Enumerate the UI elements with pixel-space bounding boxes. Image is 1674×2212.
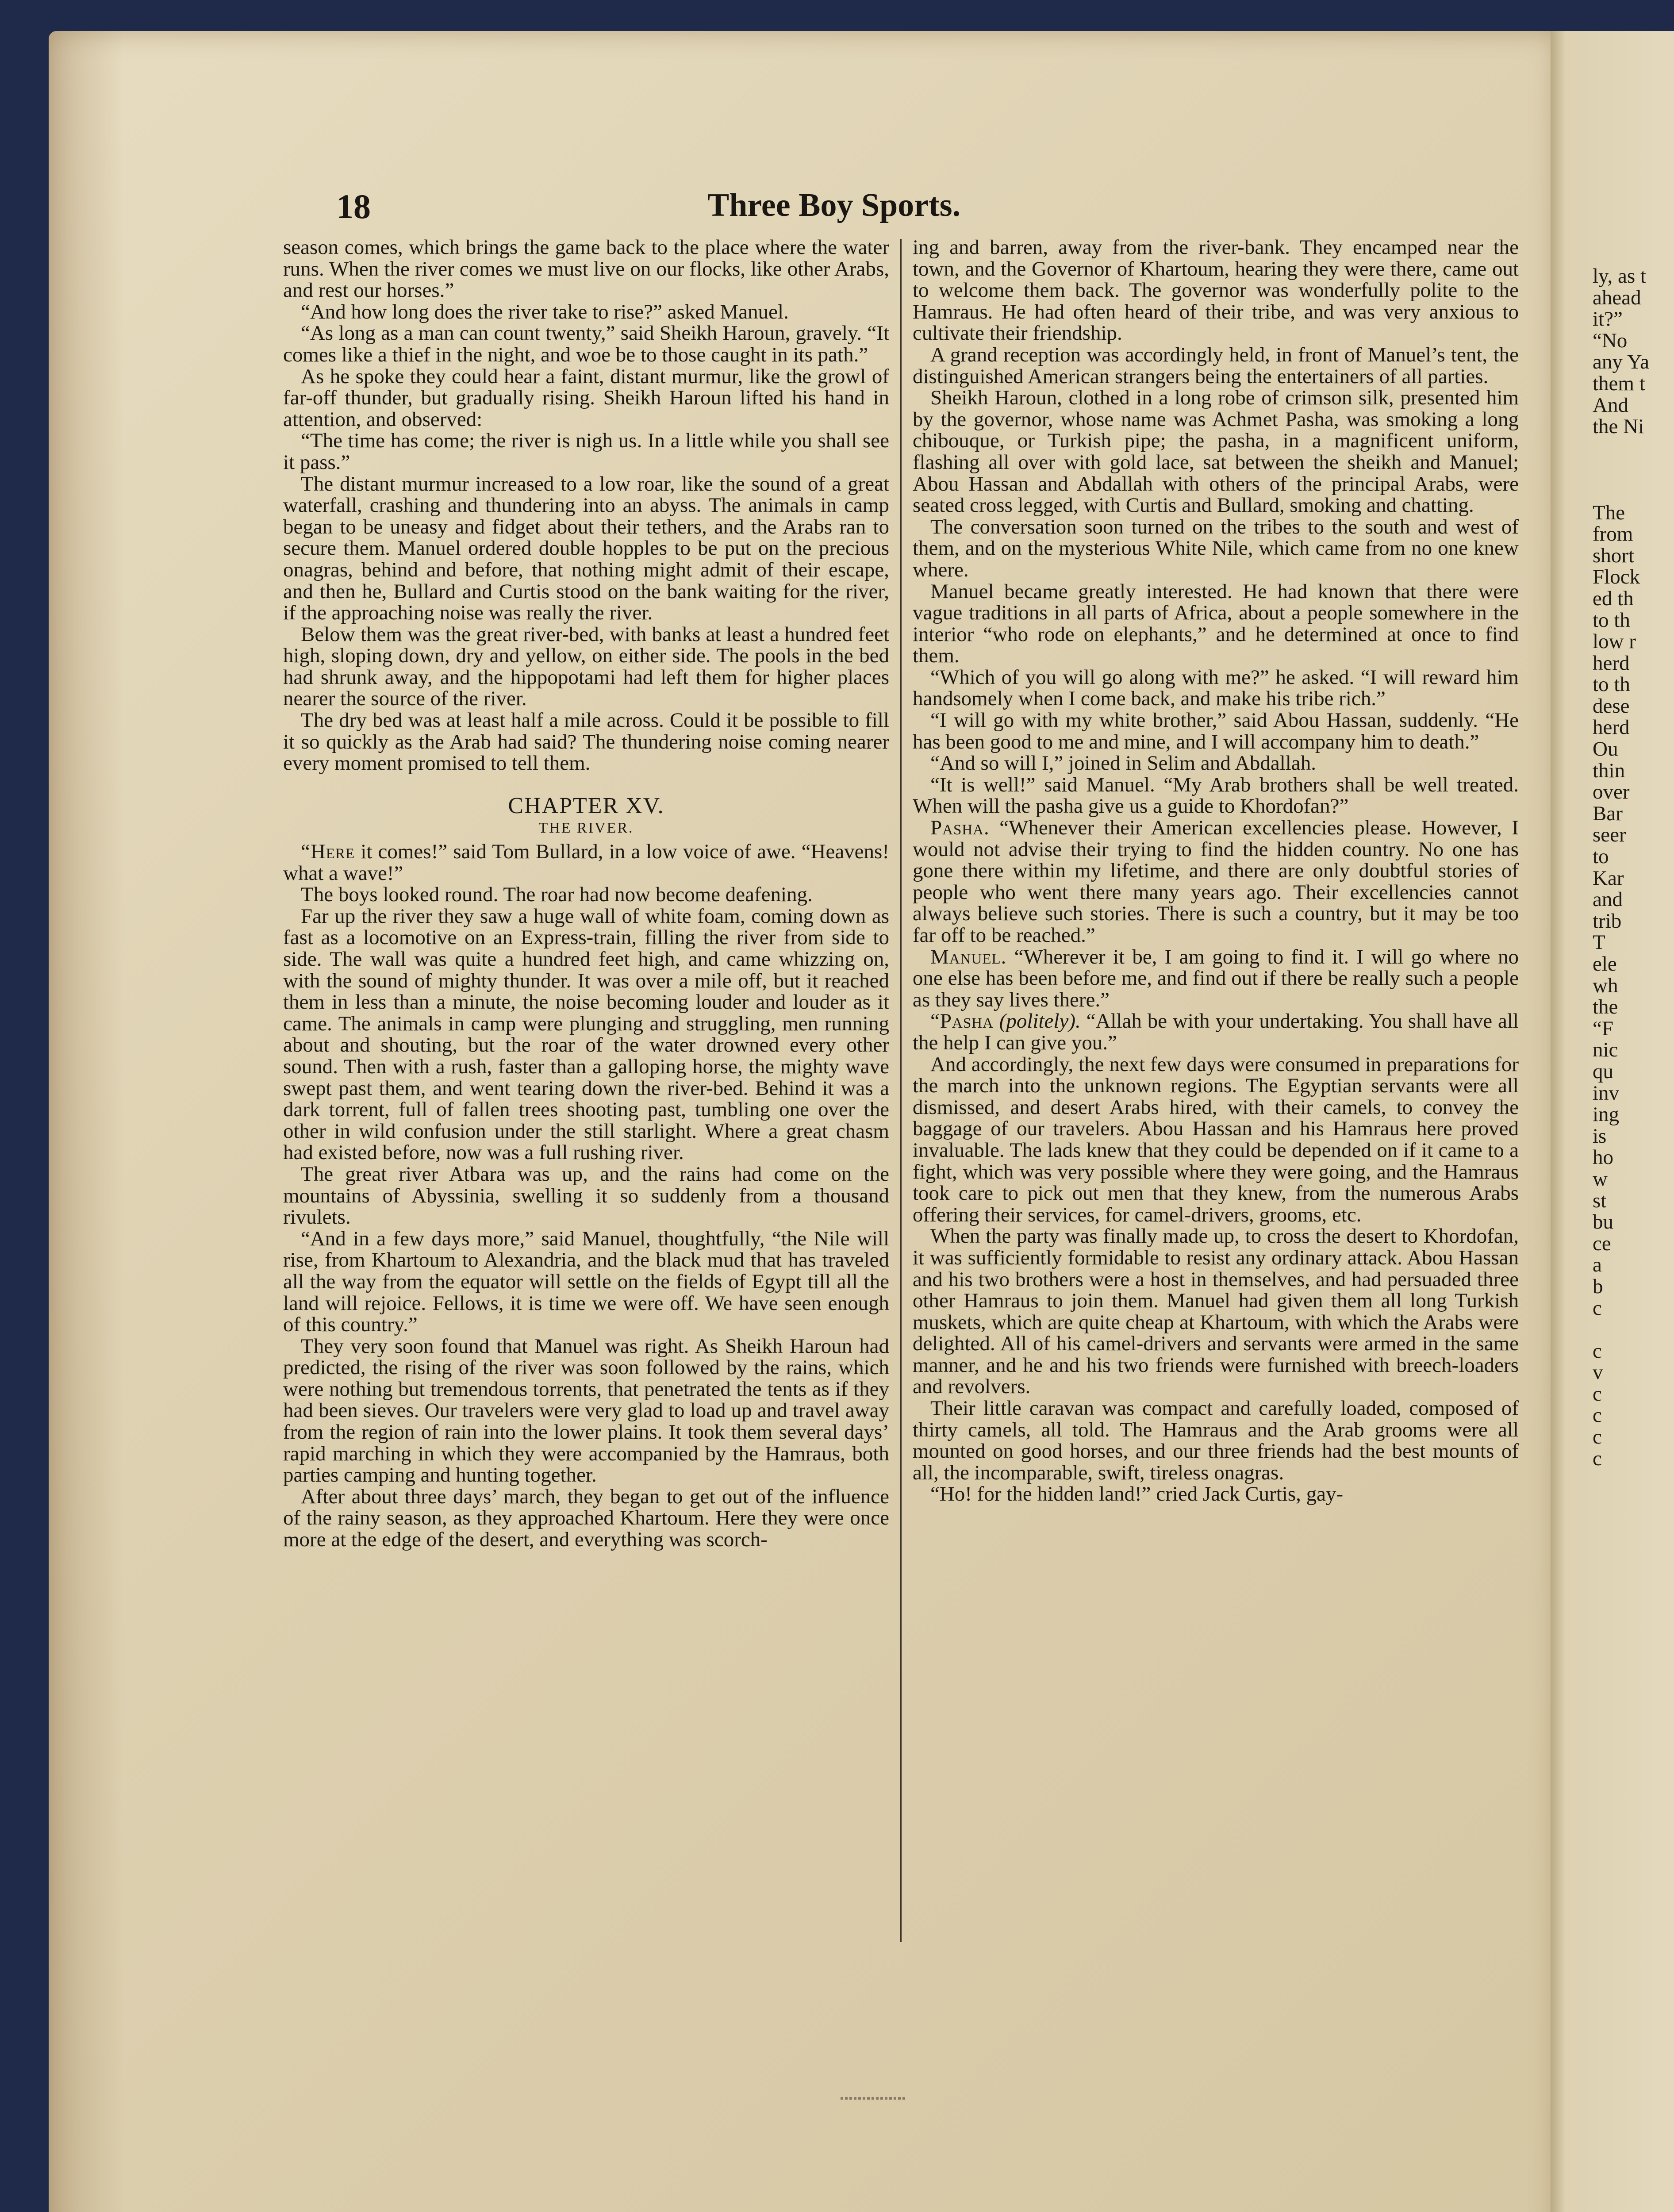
facing-page-line: them t (1593, 372, 1645, 395)
dialogue-paragraph (913, 817, 1519, 946)
paragraph: The distant murmur increased to a low roar, like the sound of a great waterfall, crashing and thundering into an abyss. The animals in camp began to be uneasy and fidget about their tethers, and the Arabs ran to secure them. Manuel ordered double hopples to be put on the precious onagras, behind and before, that nothing might admit of their escape, and then he, Bullard and Curtis stood on the bank waiting for the river, if the approaching noise was really the river. (283, 472, 889, 625)
facing-page-line: ed th (1593, 587, 1634, 610)
facing-page-line: the Ni (1593, 415, 1644, 438)
facing-page-line: “No (1593, 329, 1628, 352)
paragraph: “As long as a man can count twenty,” said Sheikh Haroun, gravely. “It comes like a thief in the night, and woe be to those caught in its path.” (283, 322, 889, 366)
chapter-subtitle: THE RIVER. (538, 820, 634, 837)
facing-page-line: from (1593, 522, 1633, 546)
facing-page-line: dese (1593, 694, 1630, 718)
facing-page-line: herd (1593, 651, 1630, 675)
facing-page-line: seer (1593, 823, 1626, 847)
facing-page-line: ing (1593, 1103, 1620, 1126)
left-column (283, 237, 889, 1551)
facing-page-line: ly, as t (1593, 265, 1646, 288)
facing-page-line: c (1593, 1339, 1602, 1363)
facing-page-line: Flock (1593, 565, 1640, 589)
dialogue-paragraph (913, 946, 1519, 1011)
facing-page-line: trib (1593, 909, 1622, 933)
column-divider (900, 239, 902, 1942)
facing-page-line: c (1593, 1447, 1602, 1470)
facing-page-line: “F (1593, 1017, 1613, 1040)
facing-page-line: the (1593, 995, 1618, 1019)
paragraph: Sheikh Haroun, clothed in a long robe of crimson silk, presented him by the governor, whose name was Achmet Pasha, was smoking a long chibouque, or Turkish pipe; the pasha, in a magnificent uniform, flashing all over with gold lace, sat between the sheikh and Manuel; Abou Hassan and Abdallah with others of the principal Arabs, were seated cross legged, with Curtis and Bullard, smoking and chatting. (913, 386, 1519, 517)
paragraph: season comes, which brings the game back to the place where the water runs. When the river comes we must live on our flocks, like other Arabs, and rest our horses.” (283, 236, 889, 302)
stage-direction: (politely). (993, 1010, 1081, 1033)
paragraph: Far up the river they saw a huge wall of white foam, coming down as fast as a locomotive on an Express-train, filling the river from side to side. The wall was quite a hundred feet high, and came whizzing on, with the sound of mighty thunder. It was over a mile off, but it reached them in less than a minute, the noise becoming louder and louder as it came. The animals in camp were plunging and struggling, men running about and shouting, but the roar of the water drowned every other sound. Then with a rush, faster than a galloping horse, the mighty wave swept past them, and went tearing down the river-bed. Behind it was a dark torrent, full of fallen trees shooting past, tumbling one over the other in wild confusion under the still starlight. Where a great chasm had existed before, now was a full rushing river. (283, 904, 889, 1164)
paragraph: “And so will I,” joined in Selim and Abdallah. (930, 752, 1316, 775)
facing-page-line: Kar (1593, 866, 1624, 890)
facing-page-line: v (1593, 1361, 1603, 1384)
page-number: 18 (336, 187, 371, 226)
chapter-title: CHAPTER XV. (508, 793, 664, 818)
facing-page-line: is (1593, 1124, 1607, 1148)
facing-page-line (1593, 459, 1674, 480)
facing-page-line: thin (1593, 759, 1625, 782)
facing-page-line: st (1593, 1189, 1607, 1212)
facing-page-line: The (1593, 501, 1625, 524)
paragraph: “The time has come; the river is nigh us. In a little while you shall see it pass.” (283, 429, 889, 474)
facing-page-line: inv (1593, 1081, 1620, 1105)
paragraph: “Which of you will go along with me?” he asked. “I will reward him handsomely when I come back, and make his tribe rich.” (913, 665, 1519, 710)
facing-page-line: ce (1593, 1232, 1611, 1255)
facing-page-line: w (1593, 1167, 1608, 1190)
facing-page-line: wh (1593, 974, 1618, 997)
paragraph: The great river Atbara was up, and the rains had come on the mountains of Abyssinia, swelling it so suddenly from a thousand rivulets. (283, 1162, 889, 1229)
printer-mark (841, 2097, 907, 2100)
facing-page-line: b (1593, 1275, 1603, 1298)
paragraph: “Ho! for the hidden land!” cried Jack Curtis, gay- (930, 1482, 1344, 1506)
paragraph: “And how long does the river take to rise?” asked Manuel. (301, 300, 789, 323)
facing-page-line: ahead (1593, 286, 1641, 309)
facing-page-line: And (1593, 393, 1628, 417)
facing-page-text (1593, 265, 1674, 1469)
facing-page-line: a (1593, 1253, 1602, 1277)
paragraph: ing and barren, away from the river-bank. They encamped near the town, and the Governor of Khartoum, hearing they were there, came out to welcome them back. The governor was wonderfully polite to the Hamraus. He had often heard of their tribe, and was very anxious to cultivate their friendship. (913, 236, 1519, 345)
paragraph: When the party was finally made up, to cross the desert to Khordofan, it was sufficiently formidable to resist any ordinary attack. Abou Hassan and his two brothers were a host in themselves, and had persuaded three other Hamraus to join them. Manuel had given them all long Turkish muskets, which are quite cheap at Khartoum, with which the Arabs were delighted. All of his camel-drivers and servants were armed in the same manner, and he and his two friends were furnished with breech-loaders and revolvers. (913, 1225, 1519, 1398)
paragraph: The dry bed was at least half a mile across. Could it be possible to fill it so quickly as the Arab had said? The thundering noise coming nearer every moment promised to tell them. (283, 709, 889, 775)
facing-page-line: c (1593, 1382, 1602, 1406)
dialogue-text: “Whenever their American excellencies please. However, I would not advise their trying to find the hidden country. No one has gone there within my lifetime, and there are only doubtful stories of people who went there many years ago. Their excellencies cannot always believe such stories. There is such a country, but it may be too far off to be reached.” (913, 816, 1519, 947)
facing-page-line: Ou (1593, 737, 1618, 761)
page-title: Three Boy Sports. (707, 187, 961, 223)
facing-page-line: ho (1593, 1146, 1613, 1169)
speaker-label: Manuel. (930, 945, 1007, 968)
right-column (913, 237, 1519, 1505)
paragraph: A grand reception was accordingly held, in front of Manuel’s tent, the distinguished American strangers being the entertainers of all parties. (913, 343, 1519, 388)
paragraph: Their little caravan was compact and carefully loaded, composed of thirty camels, all told. The Hamraus and the Arab grooms were all mounted on good horses, and our three friends had the best mounts of all, the incomparable, swift, tireless onagras. (913, 1397, 1519, 1484)
facing-page-line (1593, 438, 1674, 459)
facing-page-line: any Ya (1593, 350, 1649, 374)
paragraph: And accordingly, the next few days were consumed in preparations for the march into the unknown regions. The Egyptian servants were all dismissed, and desert Arabs hired, with their camels, to convey the baggage of our travelers. Abou Hassan and his Hamraus here proved invaluable. The lads knew that they could be depended on if it came to a fight, which was very possible where they were going, and the Hamraus took care to pick out men that they knew, from the numerous Arabs offering their services, for camel-drivers, grooms, etc. (913, 1052, 1519, 1226)
paragraph: Manuel became greatly interested. He had known that there were vague traditions in all parts of Africa, about a people somewhere in the interior “who rode on elephants,” and he determined at once to find them. (913, 580, 1519, 668)
facing-page-line: c (1593, 1404, 1602, 1427)
facing-page-line: to th (1593, 608, 1630, 632)
paragraph (283, 841, 889, 884)
dialogue-text: “Wherever it be, I am going to find it. I will go where no one else has been before me, and find out if there be really such a people as they say lives there.” (913, 945, 1519, 1011)
paragraph: “It is well!” said Manuel. “My Arab brothers shall be well treated. When will the pasha give us a guide to Khordofan?” (913, 773, 1519, 818)
paragraph: After about three days’ march, they began to get out of the influence of the rainy season, as they approached Khartoum. Here they were once more at the edge of the desert, and everything was scorch- (283, 1485, 889, 1551)
paragraph: “I will go with my white brother,” said Abou Hassan, suddenly. “He has been good to me and mine, and I will accompany him to death.” (913, 709, 1519, 753)
paragraph: They very soon found that Manuel was right. As Sheikh Haroun had predicted, the rising of the river was soon followed by the rains, which were nothing but tremendous torrents, that penetrated the tents as if they had been sieves. Our travelers were very glad to load up and travel away from the region of rain into the lower plains. It took them several days’ rapid marching in which they were accompanied by the Hamraus, both parties camping and hunting together. (283, 1334, 889, 1487)
facing-page-line: nic (1593, 1038, 1618, 1062)
paragraph: The conversation soon turned on the tribes to the south and west of them, and on the mysterious White Nile, which came from no one knew where. (913, 515, 1519, 581)
facing-page-line: herd (1593, 716, 1630, 739)
paragraph: As he spoke they could hear a faint, distant murmur, like the growl of far-off thunder, but gradually rising. Sheikh Haroun lifted his hand in attention, and observed: (283, 365, 889, 431)
facing-page-line: c (1593, 1425, 1602, 1449)
facing-page-line: low r (1593, 630, 1636, 653)
facing-page-line: short (1593, 544, 1634, 567)
paragraph: “And in a few days more,” said Manuel, thoughtfully, “the Nile will rise, from Khartoum to Alexandria, and the black mud that has traveled all the way from the equator will settle on the fields of Egypt till all the land will rejoice. Fellows, it is time we were off. We have seen enough of this country.” (283, 1227, 889, 1336)
facing-page-line: qu (1593, 1060, 1613, 1083)
speaker-label: Pasha. (930, 816, 990, 840)
facing-page-line: to th (1593, 673, 1630, 696)
facing-page-line: T (1593, 931, 1605, 954)
facing-page-line: c (1593, 1296, 1602, 1320)
speaker-label: “Pasha (930, 1010, 994, 1033)
dialogue-paragraph (913, 1010, 1519, 1053)
dialogue-text: “Allah be with your undertaking. You shall have all the help I can give you.” (913, 1010, 1519, 1054)
facing-page-line: it?” (1593, 307, 1623, 331)
paragraph: The boys looked round. The roar had now become deafening. (301, 883, 813, 906)
paragraph: Below them was the great river-bed, with banks at least a hundred feet high, sloping down, dry and yellow, on either side. The pools in the bed had shrunk away, and the hippopotami had left them for higher places nearer the source of the river. (283, 622, 889, 710)
facing-page-line: to (1593, 845, 1609, 868)
paragraph-text: it comes!” said Tom Bullard, in a low voice of awe. “Heavens! what a wave!” (283, 840, 889, 885)
facing-page-edge (1551, 31, 1674, 2212)
facing-page-line: Bar (1593, 802, 1623, 825)
running-head (336, 187, 1332, 235)
facing-page-line: and (1593, 888, 1623, 911)
facing-page-line: ele (1593, 952, 1617, 975)
facing-page-line (1593, 480, 1674, 502)
facing-page-line (1593, 1319, 1674, 1340)
lead-word: “Here (301, 840, 355, 864)
facing-page-line: bu (1593, 1210, 1613, 1234)
facing-page-line: over (1593, 780, 1630, 804)
